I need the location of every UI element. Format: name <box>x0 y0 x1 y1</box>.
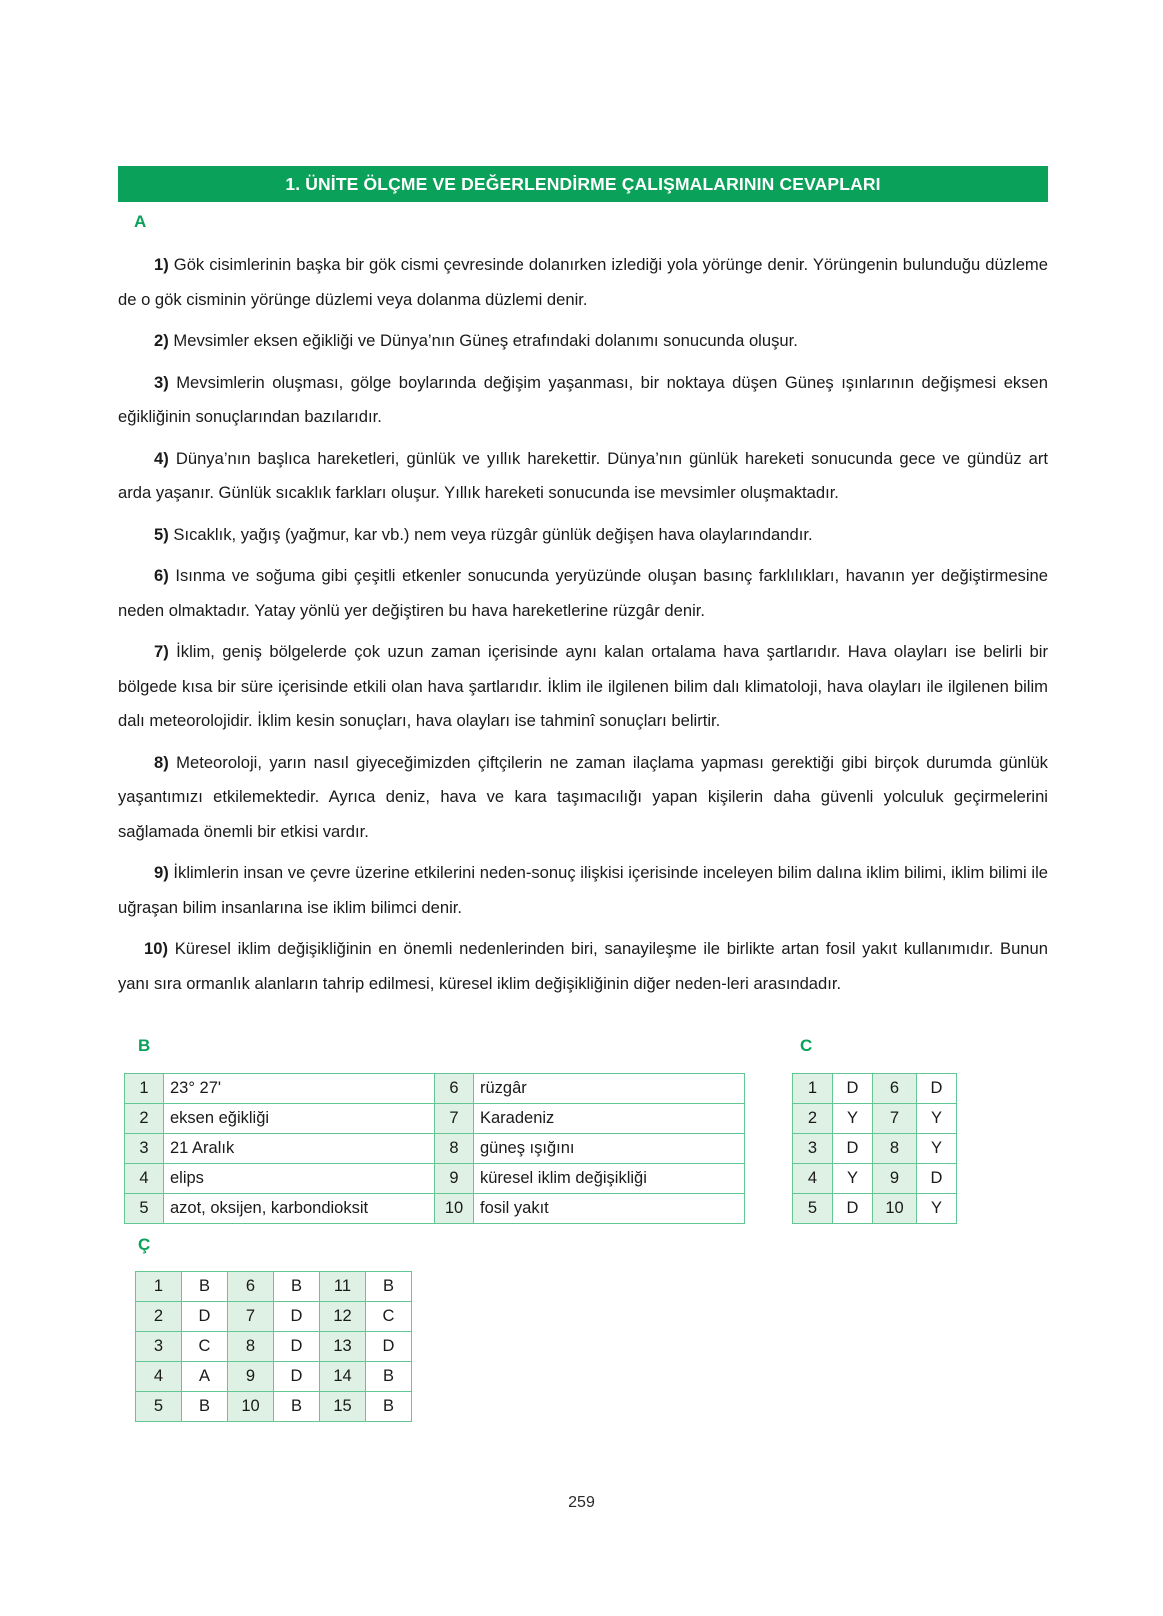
section-heading-cc: Ç <box>138 1235 151 1254</box>
answer-item-7 <box>118 635 1048 739</box>
table-row <box>793 1074 957 1104</box>
answer-number-6: 6) <box>154 566 169 585</box>
table-cc-container <box>135 1271 412 1422</box>
table-cc-value-6: B <box>274 1272 320 1302</box>
page-number: 259 <box>568 1494 595 1511</box>
table-b-value-3: 21 Aralık <box>164 1134 435 1164</box>
answer-number-9: 9) <box>154 863 169 882</box>
table-cc-value-15: B <box>366 1392 412 1422</box>
table-cc-value-11: B <box>366 1272 412 1302</box>
answer-number-8: 8) <box>154 752 169 772</box>
answer-item-3 <box>118 366 1048 435</box>
answer-text-10: Küresel iklim değişikliğinin en önemli nedenlerinden biri, sanayileşme ile birlikte artan fosil yakıt kullanımıdır. Bunun yanı sıra ormanlık alanların tahrip edilmesi, küresel iklim değişikliğinin diğer neden-leri arasındadır. <box>118 939 1048 993</box>
answer-number-4: 4) <box>154 448 169 468</box>
answer-text-6: Isınma ve soğuma gibi çeşitli etkenler sonucunda yeryüzünde oluşan basınç farklılıkları, havanın yer değiştirmesine neden olmaktadır. Yatay yönlü yer değiştiren bu hava hareketlerine rüzgâr denir. <box>118 566 1048 620</box>
table-b-number-6: 6 <box>435 1074 474 1104</box>
table-b-number-3: 3 <box>125 1134 164 1164</box>
answer-text-1: Gök cisimlerinin başka bir gök cismi çevresinde dolanırken izlediği yola yörünge denir. Yörüngenin bulunduğu düzleme de o gök cisminin yörünge düzlemi veya dolanma düzlemi denir. <box>118 255 1048 309</box>
table-cc-number-4: 4 <box>136 1362 182 1392</box>
answer-number-1: 1) <box>154 255 169 274</box>
answer-item-8 <box>118 746 1048 850</box>
table-cc-number-5: 5 <box>136 1392 182 1422</box>
unit-title-text: 1. ÜNİTE ÖLÇME VE DEĞERLENDİRME ÇALIŞMALARININ CEVAPLARI <box>285 173 881 194</box>
table-cc-value-7: D <box>274 1302 320 1332</box>
answer-text-8: Meteoroloji, yarın nasıl giyeceğimizden çiftçilerin ne zaman ilaçlama yapması gerektiği gibi birçok durumda günlük yaşantımızı etkilemektedir. Ayrıca deniz, hava ve kara taşımacılığı yapan kişilerin daha güvenli yolculuk geçirmelerini sağlamada önemli bir etkisi vardır. <box>118 752 1048 841</box>
table-c-value-5: D <box>833 1194 873 1224</box>
table-row <box>125 1194 745 1224</box>
table-row <box>136 1272 412 1302</box>
answer-text-9: İklimlerin insan ve çevre üzerine etkilerini neden-sonuç ilişkisi içerisinde inceleyen bilim dalına iklim bilimi, iklim bilimi ile uğraşan bilim insanlarına ise iklim bilimci denir. <box>118 863 1048 917</box>
table-b-number-10: 10 <box>435 1194 474 1224</box>
table-b-number-4: 4 <box>125 1164 164 1194</box>
table-cc-value-12: C <box>366 1302 412 1332</box>
table-row <box>793 1104 957 1134</box>
table-c-number-3: 3 <box>793 1134 833 1164</box>
table-row <box>793 1164 957 1194</box>
table-b-number-8: 8 <box>435 1134 474 1164</box>
table-row <box>125 1134 745 1164</box>
table-c-value-6: D <box>917 1074 957 1104</box>
table-cc-number-14: 14 <box>320 1362 366 1392</box>
table-b-value-1: 23° 27' <box>164 1074 435 1104</box>
table-row <box>125 1074 745 1104</box>
answer-text-2: Mevsimler eksen eğikliği ve Dünya’nın Güneş etrafındaki dolanımı sonucunda oluşur. <box>173 331 798 350</box>
table-cc-number-8: 8 <box>228 1332 274 1362</box>
answer-text-7: İklim, geniş bölgelerde çok uzun zaman içerisinde aynı kalan ortalama hava şartlarıdır. Hava olayları ise belirli bir bölgede kısa bir süre içerisinde etkili olan hava şartlarıdır. İklim ile ilgilenen bilim dalı klimatoloji, hava olayları ile ilgilenen bilim dalı meteorolojidir. İklim kesin sonuçları, hava olayları ise tahminî sonuçları belirtir. <box>118 642 1048 730</box>
table-b-number-1: 1 <box>125 1074 164 1104</box>
table-c-number-4: 4 <box>793 1164 833 1194</box>
table-c-value-10: Y <box>917 1194 957 1224</box>
table-c-number-8: 8 <box>873 1134 917 1164</box>
table-cc-value-10: B <box>274 1392 320 1422</box>
table-row <box>136 1362 412 1392</box>
section-heading-c: C <box>800 1036 813 1055</box>
table-c-number-9: 9 <box>873 1164 917 1194</box>
table-cc-number-7: 7 <box>228 1302 274 1332</box>
answer-item-5 <box>118 518 1048 553</box>
table-c-value-4: Y <box>833 1164 873 1194</box>
table-c-number-6: 6 <box>873 1074 917 1104</box>
answer-item-1 <box>118 248 1048 317</box>
table-b-value-6: rüzgâr <box>474 1074 745 1104</box>
answer-item-2 <box>118 324 1048 359</box>
answer-item-9 <box>118 856 1048 925</box>
table-cc <box>135 1271 412 1422</box>
unit-title-banner <box>118 166 1048 202</box>
table-b-value-7: Karadeniz <box>474 1104 745 1134</box>
table-cc-number-6: 6 <box>228 1272 274 1302</box>
table-c-number-10: 10 <box>873 1194 917 1224</box>
table-b-value-5: azot, oksijen, karbondioksit <box>164 1194 435 1224</box>
table-cc-number-13: 13 <box>320 1332 366 1362</box>
table-cc-value-2: D <box>182 1302 228 1332</box>
table-cc-value-14: B <box>366 1362 412 1392</box>
table-cc-number-1: 1 <box>136 1272 182 1302</box>
table-b <box>124 1073 745 1224</box>
table-cc-value-3: C <box>182 1332 228 1362</box>
table-cc-value-8: D <box>274 1332 320 1362</box>
answer-number-10: 10) <box>144 939 168 958</box>
table-c-value-8: Y <box>917 1134 957 1164</box>
table-c-value-7: Y <box>917 1104 957 1134</box>
table-row <box>136 1302 412 1332</box>
section-a-answers <box>118 248 1048 1008</box>
table-b-value-9: küresel iklim değişikliği <box>474 1164 745 1194</box>
table-cc-number-11: 11 <box>320 1272 366 1302</box>
section-heading-a: A <box>134 212 147 231</box>
table-row <box>125 1104 745 1134</box>
table-cc-number-10: 10 <box>228 1392 274 1422</box>
table-cc-value-9: D <box>274 1362 320 1392</box>
answer-text-5: Sıcaklık, yağış (yağmur, kar vb.) nem veya rüzgâr günlük değişen hava olaylarındandır. <box>173 524 813 544</box>
answer-item-4 <box>118 442 1048 511</box>
table-b-number-2: 2 <box>125 1104 164 1134</box>
table-cc-number-12: 12 <box>320 1302 366 1332</box>
table-row <box>793 1134 957 1164</box>
table-b-container <box>124 1073 745 1224</box>
table-cc-value-13: D <box>366 1332 412 1362</box>
answer-item-10 <box>118 932 1048 1001</box>
answer-number-7: 7) <box>154 642 169 661</box>
table-c-value-3: D <box>833 1134 873 1164</box>
table-c-value-9: D <box>917 1164 957 1194</box>
table-b-number-5: 5 <box>125 1194 164 1224</box>
answer-number-3: 3) <box>154 372 169 392</box>
answer-text-4: Dünya’nın başlıca hareketleri, günlük ve yıllık harekettir. Dünya’nın günlük hareketi sonucunda gece ve gündüz art arda yaşanır. Günlük sıcaklık farkları oluşur. Yıllık hareketi sonucunda ise mevsimler oluşmaktadır. <box>118 448 1048 502</box>
table-b-value-10: fosil yakıt <box>474 1194 745 1224</box>
table-cc-value-5: B <box>182 1392 228 1422</box>
table-cc-value-1: B <box>182 1272 228 1302</box>
table-cc-number-9: 9 <box>228 1362 274 1392</box>
table-cc-number-3: 3 <box>136 1332 182 1362</box>
table-b-number-9: 9 <box>435 1164 474 1194</box>
table-b-value-8: güneş ışığını <box>474 1134 745 1164</box>
table-c-value-1: D <box>833 1074 873 1104</box>
answer-item-6 <box>118 559 1048 628</box>
table-c-number-7: 7 <box>873 1104 917 1134</box>
table-c-number-2: 2 <box>793 1104 833 1134</box>
answer-number-2: 2) <box>154 331 169 350</box>
answer-text-3: Mevsimlerin oluşması, gölge boylarında değişim yaşanması, bir noktaya düşen Güneş ışınlarının değişmesi eksen eğikliğinin sonuçlarından bazılarıdır. <box>118 372 1048 426</box>
table-row <box>136 1332 412 1362</box>
table-c <box>792 1073 957 1224</box>
answer-number-5: 5) <box>154 524 169 544</box>
table-b-value-2: eksen eğikliği <box>164 1104 435 1134</box>
table-c-container <box>792 1073 957 1224</box>
table-c-number-1: 1 <box>793 1074 833 1104</box>
section-heading-b: B <box>138 1036 151 1055</box>
table-b-value-4: elips <box>164 1164 435 1194</box>
table-row <box>136 1392 412 1422</box>
table-c-value-2: Y <box>833 1104 873 1134</box>
table-cc-value-4: A <box>182 1362 228 1392</box>
table-row <box>125 1164 745 1194</box>
table-cc-number-2: 2 <box>136 1302 182 1332</box>
table-row <box>793 1194 957 1224</box>
table-cc-number-15: 15 <box>320 1392 366 1422</box>
table-b-number-7: 7 <box>435 1104 474 1134</box>
table-c-number-5: 5 <box>793 1194 833 1224</box>
